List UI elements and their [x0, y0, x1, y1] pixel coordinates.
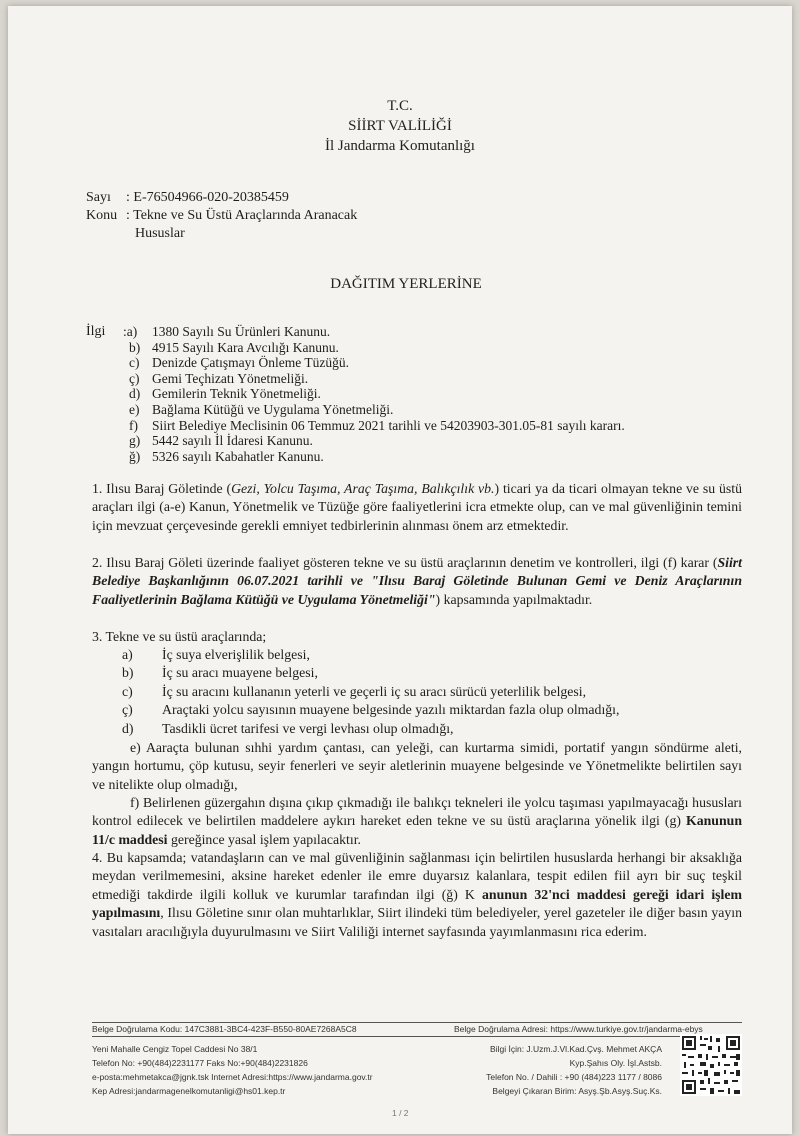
page-number: 1 / 2: [392, 1108, 409, 1118]
ilgi-item-key: :a): [123, 324, 138, 339]
footer-info-3: Telefon No. / Dahili : +90 (484)223 1177 / 8086: [486, 1072, 662, 1082]
paragraph-4: [92, 849, 742, 941]
paragraph-3-f: [92, 794, 742, 849]
para2-text-c: ) kapsamında yapılmaktadır.: [435, 591, 593, 607]
sayi-label: Sayı: [86, 190, 111, 205]
ilgi-item-text: 1380 Sayılı Su Ürünleri Kanunu.: [152, 324, 331, 339]
ilgi-item-key: e): [129, 402, 140, 417]
verify-address: Belge Doğrulama Adresi: https://www.turkiye.gov.tr/jandarma-ebys: [454, 1024, 703, 1034]
para4-text-c: , Ilısu Göletine sınır olan muhtarlıklar, Siirt ilindeki tüm belediyeler, yerel gazeteler ile diğer basın yayın vasıtaları aracılığıyla duyurulmasını ve Siirt Valiliği internet sayfasında yayımlanmasını rica ederim.: [92, 905, 742, 939]
para1-text-c: ) ticari ya da ticari olmayan tekne ve su üstü araçları ilgi (a-e) Kanun, Yönetmelik ve Tüzüğe göre faaliyetlerini icra etmekte olup, can ve mal güvenliğinin temini için mevzuat çerçevesinde gerekli emniyet tedbirlerinin alınması önem arz etmektedir.: [92, 481, 742, 533]
para1-text-a: 1. Ilısu Baraj Göletinde (: [92, 481, 232, 496]
header-tc: T.C.: [387, 98, 413, 114]
ilgi-item-text: Gemilerin Teknik Yönetmeliği.: [152, 386, 321, 402]
footer-email: e-posta:mehmetakca@jgnk.tsk Internet Adresi:https://www.jandarma.gov.tr: [92, 1072, 373, 1082]
para1-italic: Gezi, Yolcu Taşıma, Araç Taşıma, Balıkçılık vb.: [231, 481, 495, 496]
ilgi-item-key: c): [129, 355, 140, 371]
ilgi-label: İlgi: [86, 324, 106, 339]
ilgi-item-text: Bağlama Kütüğü ve Uygulama Yönetmeliği.: [152, 402, 394, 417]
list-item-text: İç suya elverişlilik belgesi,: [162, 647, 310, 662]
ilgi-item-key: ç): [129, 370, 140, 386]
ilgi-item-text: Siirt Belediye Meclisinin 06 Temmuz 2021 tarihli ve 54203903-301.05-81 sayılı kararı.: [152, 417, 625, 433]
list-item-key: b): [122, 665, 134, 681]
list-item-text: Tasdikli ücret tarifesi ve vergi levhası olup olmadığı,: [162, 720, 454, 736]
header-komutanlik: İl Jandarma Komutanlığı: [325, 138, 475, 154]
para3-f-a: f) Belirlenen güzergahın dışına çıkıp çıkmadığı ile balıkçı tekneleri ile yolcu taşıması yapılmayacağı hususları kontrol edilecek ve belirtilen maddelere aykırı hareket eden tekne ve su üstü araçlarına yönelik ilgi (g): [92, 795, 742, 829]
ilgi-item-text: 5326 sayılı Kabahatler Kanunu.: [152, 448, 324, 464]
footer-kep: Kep Adresi:jandarmagenelkomutanligi@hs01.kep.tr: [92, 1086, 286, 1096]
list-item: [92, 683, 742, 701]
paragraph-3-intro: 3. Tekne ve su üstü araçlarında;: [92, 629, 267, 644]
addressee: DAĞITIM YERLERİNE: [330, 276, 482, 292]
list-item-key: a): [122, 647, 133, 662]
para2-bold-italic: Siirt Belediye Başkanlığının 06.07.2021 tarihli ve "Ilısu Baraj Göletinde Bulunan Gemi ve Deniz Araçlarının Faaliyetlerinin Bağlama Kütüğü ve Uygulama Yönetmeliği": [92, 555, 742, 607]
footer-divider-top: [92, 1022, 742, 1023]
para3-f-c: gereğince yasal işlem yapılacaktır.: [167, 831, 361, 847]
qr-code-icon: [680, 1034, 742, 1096]
para3-f-bold: Kanunun 11/c maddesi: [92, 813, 742, 847]
list-item-key: c): [122, 683, 133, 699]
header-valilik: SİİRT VALİLİĞİ: [348, 118, 452, 134]
ilgi-item-key: b): [129, 339, 141, 355]
footer-info-1: Bilgi İçin: J.Uzm.J.Vl.Kad.Çvş. Mehmet AKÇA: [490, 1044, 662, 1054]
ilgi-item-text: 5442 sayılı İl İdaresi Kanunu.: [152, 433, 313, 449]
list-item-key: ç): [122, 702, 133, 718]
list-item: [92, 664, 742, 682]
verify-code: Belge Doğrulama Kodu: 147C3881-3BC4-423F-B550-80AE7268A5C8: [92, 1024, 357, 1034]
paragraph-1: [92, 480, 742, 535]
footer-divider: [92, 1036, 742, 1037]
konu-value-cont: Hususlar: [135, 226, 185, 241]
footer-address: Yeni Mahalle Cengiz Topel Caddesi No 38/1: [92, 1044, 258, 1054]
list-item: [92, 701, 742, 719]
konu-label: Konu: [86, 208, 118, 223]
footer-info-4: Belgeyi Çıkaran Birim: Asyş.Şb.Asyş.Suç.Ks.: [492, 1086, 662, 1096]
paragraph-2: [92, 554, 742, 609]
list-item-text: İç su aracını kullananın yeterli ve geçerli iç su aracı sürücü yeterlilik belgesi,: [162, 683, 587, 699]
ilgi-item-text: Denizde Çatışmayı Önleme Tüzüğü.: [152, 355, 349, 371]
ilgi-item-key: g): [129, 433, 141, 449]
ilgi-item-text: Gemi Teçhizatı Yönetmeliği.: [152, 370, 309, 386]
sayi-value: : E-76504966-020-20385459: [126, 190, 289, 205]
document-page: [8, 6, 792, 1134]
ilgi-item-text: 4915 Sayılı Kara Avcılığı Kanunu.: [152, 339, 339, 355]
footer-phone: Telefon No: +90(484)2231177 Faks No:+90(484)2231826: [92, 1058, 308, 1068]
para2-text-a: 2. Ilısu Baraj Göleti üzerinde faaliyet gösteren tekne ve su üstü araçlarının denetim ve kontrolleri, ilgi (f) karar (: [92, 555, 718, 570]
list-item-text: İç su aracı muayene belgesi,: [162, 665, 318, 681]
ilgi-item-key: d): [129, 386, 141, 402]
footer-info-2: Kyp.Şahıs Oly. İşl.Astsb.: [569, 1058, 662, 1068]
list-item-key: d): [122, 720, 134, 736]
paragraph-3-e: e) Aaraçta bulunan sıhhi yardım çantası, can yeleği, can kurtarma simidi, portatif yangın söndürme aleti, yangın hortumu, çöp kutusu, seyir fenerleri ve seyir aletlerinin muayene belgesinde ve Yönetmelikte belirtilen sayı ve nitelikte olup olmadığı,: [92, 740, 742, 792]
list-item: [92, 646, 742, 664]
para4-bold: anunun 32'nci maddesi gereği idari işlem yapılmasını: [92, 886, 742, 921]
ilgi-item-key: ğ): [129, 448, 141, 464]
list-item: [92, 720, 742, 738]
konu-value: : Tekne ve Su Üstü Araçlarında Aranacak: [126, 208, 358, 223]
para4-text-a: 4. Bu kapsamda; vatandaşların can ve mal güvenliğinin sağlanması için belirtilen hususlarda herhangi bir aksaklığa meydan verilmemesini, aksine hareket edenler ile emre duyarsız kalanlara, tespit edilen fiil ayrı bir suç teşkil etmediği takdirde ilgili kolluk ve kurumlar tarafından ilgi (ğ) K: [92, 850, 742, 902]
paragraph-3-list: [92, 646, 742, 738]
ilgi-item-key: f): [129, 417, 138, 433]
list-item-text: Araçtaki yolcu sayısının muayene belgesinde yazılı miktardan fazla olup olmadığı,: [162, 702, 620, 718]
